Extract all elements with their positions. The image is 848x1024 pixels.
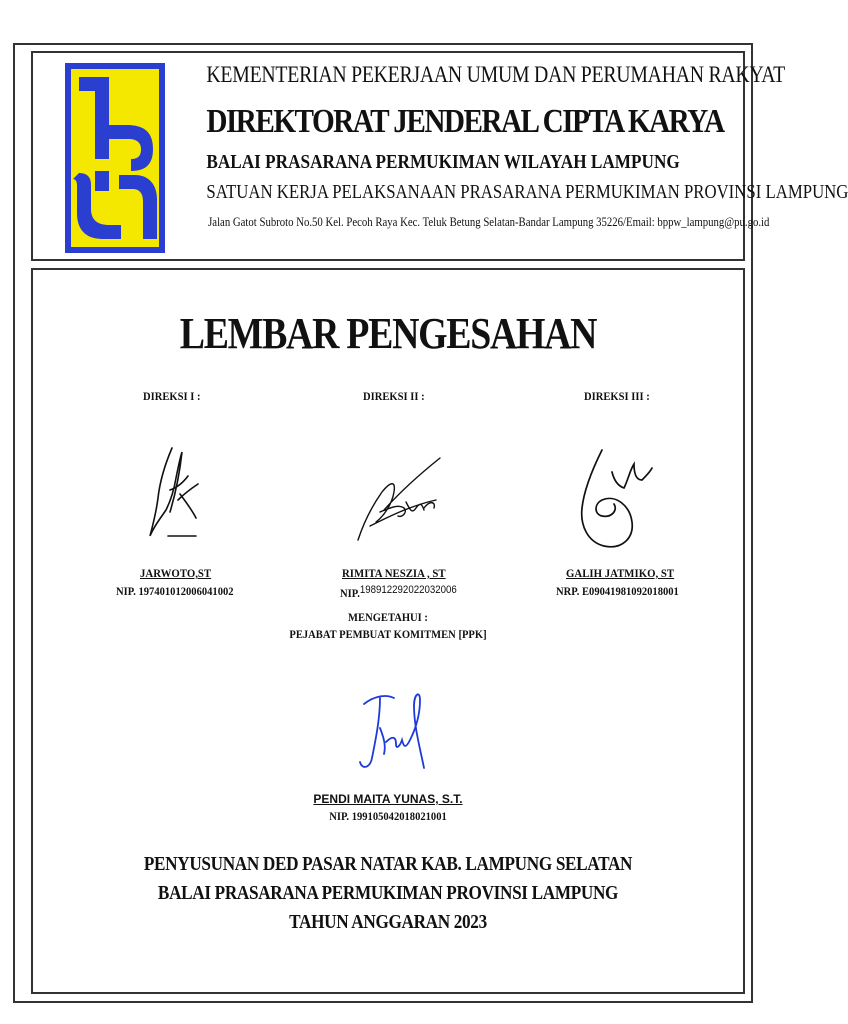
direksi-1-name: JARWOTO,ST	[140, 566, 212, 580]
ppk-name: PENDI MAITA YUNAS, S.T.	[313, 792, 463, 806]
mengetahui-label: MENGETAHUI :	[348, 610, 428, 624]
direksi-1-nip: NIP. 197401012006041002	[116, 584, 234, 598]
office-address: Jalan Gatot Subroto No.50 Kel. Pecoh Raya Kec. Teluk Betung Selatan-Bandar Lampung 35226/Email: bppw_lampung@pu.go.id	[208, 215, 770, 229]
direksi-2-label: DIREKSI II :	[363, 389, 425, 403]
page-title: LEMBAR PENGESAHAN	[179, 309, 597, 358]
direksi-3-nrp: NRP. E09041981092018001	[556, 584, 679, 598]
direksi-3-name: GALIH JATMIKO, ST	[566, 566, 675, 580]
direksi-1-label: DIREKSI I :	[143, 389, 201, 403]
project-title: PENYUSUNAN DED PASAR NATAR KAB. LAMPUNG SELATAN	[143, 853, 633, 875]
direksi-2-name: RIMITA NESZIA , ST	[342, 566, 446, 580]
fiscal-year: TAHUN ANGGARAN 2023	[289, 911, 487, 933]
balai-name: BALAI PRASARANA PERMUKIMAN WILAYAH LAMPUNG	[206, 151, 680, 173]
direksi-2-nip-number: 198912292022032006	[359, 584, 457, 596]
direksi-2-nip-prefix: NIP.	[340, 586, 360, 600]
ppk-nip: NIP. 199105042018021001	[329, 809, 447, 823]
directorate-name: DIREKTORAT JENDERAL CIPTA KARYA	[206, 103, 724, 140]
direksi-2-nip	[340, 586, 457, 601]
signature-direksi-3	[572, 446, 656, 556]
ppk-role: PEJABAT PEMBUAT KOMITMEN [PPK]	[289, 627, 487, 641]
direksi-3-label: DIREKSI III :	[584, 389, 650, 403]
signature-ppk	[350, 684, 436, 776]
ministry-name: KEMENTERIAN PEKERJAAN UMUM DAN PERUMAHAN RAKYAT	[206, 62, 785, 87]
pu-logo-icon	[65, 63, 165, 253]
signature-direksi-2	[350, 452, 450, 547]
balai-footer: BALAI PRASARANA PERMUKIMAN PROVINSI LAMPUNG	[157, 882, 619, 904]
signature-direksi-1	[142, 440, 202, 545]
satker-name: SATUAN KERJA PELAKSANAAN PRASARANA PERMUKIMAN PROVINSI LAMPUNG	[206, 182, 848, 203]
